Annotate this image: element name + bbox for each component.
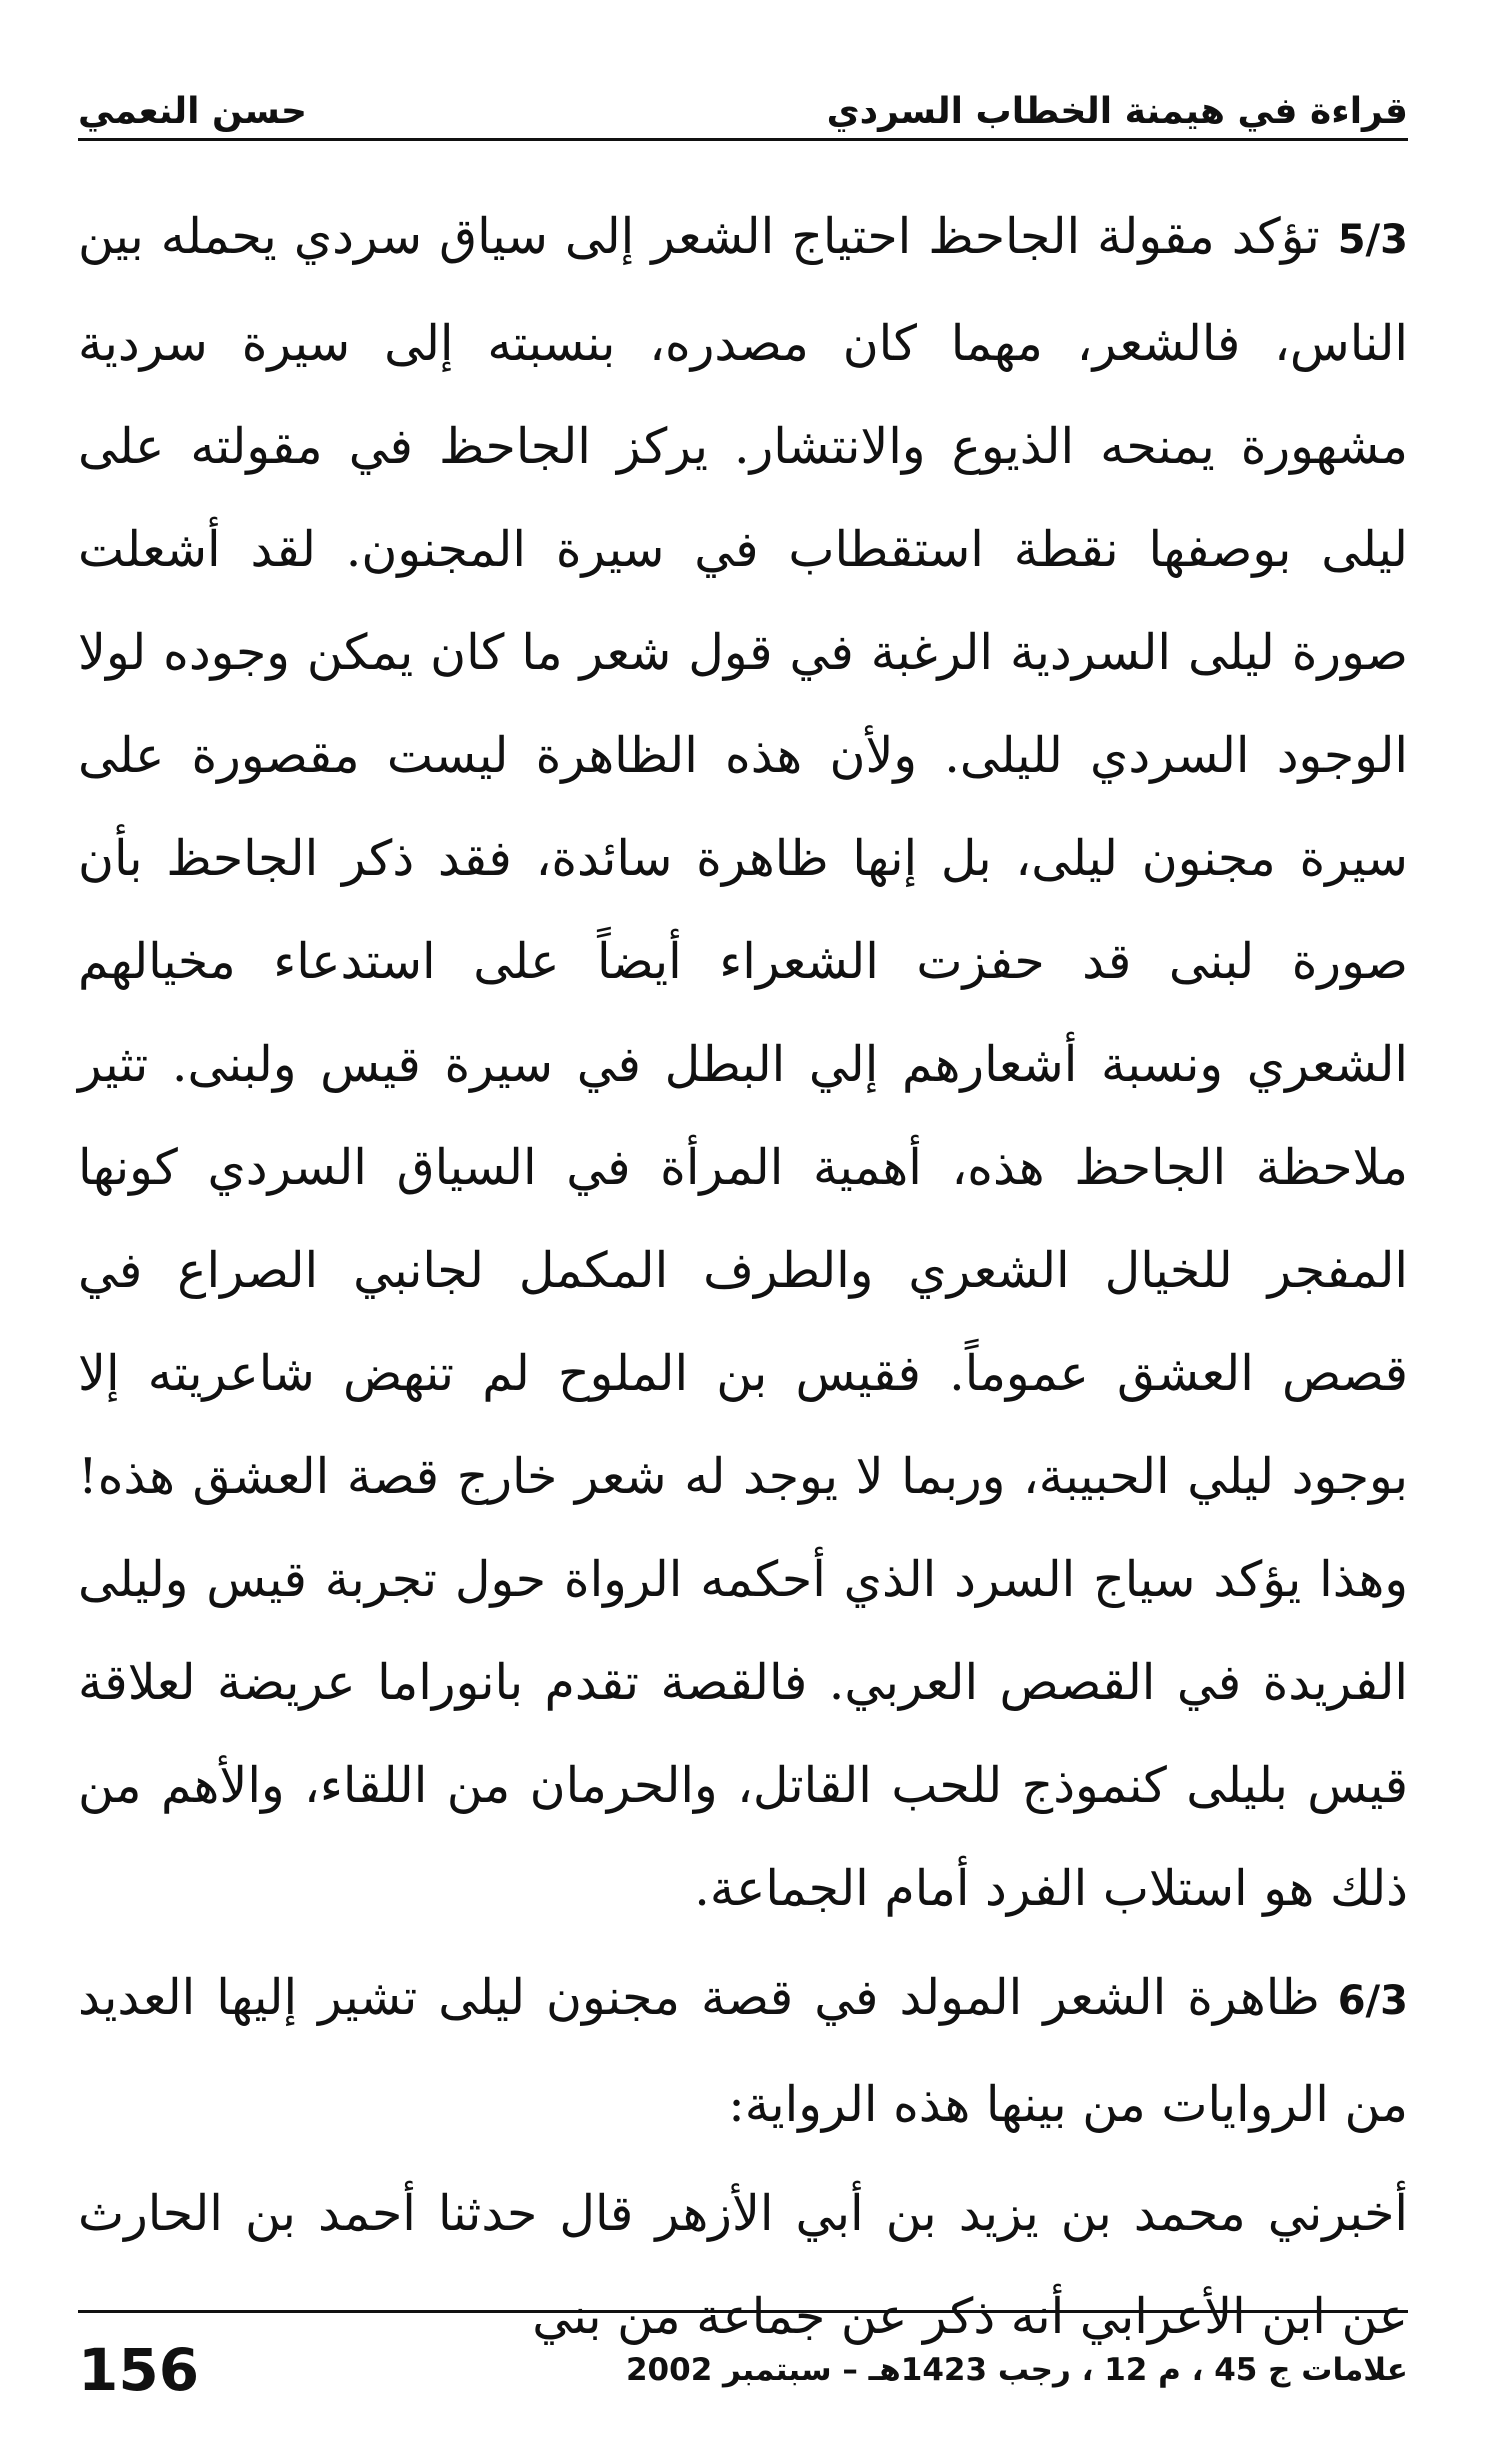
document-page: [78, 40, 1408, 2404]
body-text: [78, 185, 1408, 2368]
running-header: [78, 62, 1408, 132]
running-title: قراءة في هيمنة الخطاب السردي: [826, 91, 1408, 132]
section-paragraph: [78, 185, 1408, 1940]
journal-issue-info: علامات ج 45 ، م 12 ، رجب 1423هـ – سبتمبر 2002: [625, 2352, 1408, 2388]
section-number: 5/3: [1337, 217, 1408, 263]
header-divider: [78, 138, 1408, 141]
section-paragraph: [78, 1946, 1408, 2156]
footer-divider: [78, 2310, 1408, 2313]
section-text: ظاهرة الشعر المولد في قصة مجنون ليلى تشير إليها العديد من الروايات من بينها هذه الرواية:: [78, 1969, 1408, 2133]
section-text: تؤكد مقولة الجاحظ احتياج الشعر إلى سياق سردي يحمله بين الناس، فالشعر، مهما كان مصدره، بنسبته إلى سيرة سردية مشهورة يمنحه الذيوع والانتشار. يركز الجاحظ في مقولته على ليلى بوصفها نقطة استقطاب في سيرة المجنون. لقد أشعلت صورة ليلى السردية الرغبة في قول شعر ما كان يمكن وجوده لولا الوجود السردي لليلى. ولأن هذه الظاهرة ليست مقصورة على سيرة مجنون ليلى، بل إنها ظاهرة سائدة، فقد ذكر الجاحظ بأن صورة لبنى قد حفزت الشعراء أيضاً على استدعاء مخيالهم الشعري ونسبة أشعارهم إلي البطل في سيرة قيس ولبنى. تثير ملاحظة الجاحظ هذه، أهمية المرأة في السياق السردي كونها المفجر للخيال الشعري والطرف المكمل لجانبي الصراع في قصص العشق عموماً. فقيس بن الملوح لم تنهض شاعريته إلا بوجود ليلي الحبيبة، وربما لا يوجد له شعر خارج قصة العشق هذه! وهذا يؤكد سياج السرد الذي أحكمه الرواة حول تجربة قيس وليلى الفريدة في القصص العربي. فالقصة تقدم بانوراما عريضة لعلاقة قيس بليلى كنموذج للحب القاتل، والحرمان من اللقاء، والأهم من ذلك هو استلاب الفرد أمام الجماعة.: [78, 208, 1408, 1917]
page-number: 156: [78, 2336, 200, 2404]
page-footer: [78, 2335, 1408, 2405]
section-number: 6/3: [1337, 1978, 1408, 2024]
quoted-narration: أخبرني محمد بن يزيد بن أبي الأزهر قال حدثنا أحمد بن الحارث عن ابن الأعرابي أنه ذكر عن جماعة من بني: [78, 2185, 1408, 2345]
running-author: حسن النعمي: [78, 91, 307, 132]
